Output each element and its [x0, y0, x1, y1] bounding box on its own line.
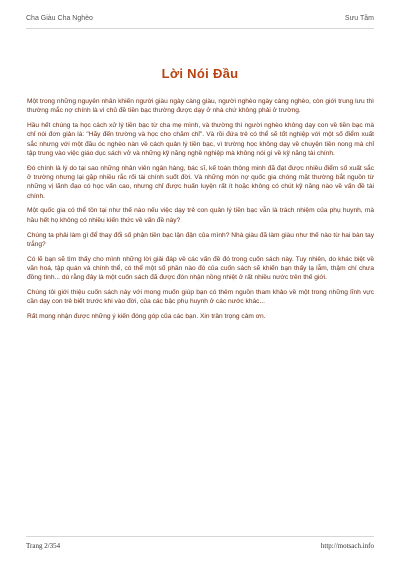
running-header [26, 15, 374, 22]
running-footer [26, 542, 374, 550]
paragraph: Một quốc gia có thể tồn tại như thế nào nếu việc dạy trẻ con quản lý tiền bạc vẫn là trách nhiệm của phụ huynh, mà hầu hết họ không có nhiều kiến thức về vấn đề này? [27, 207, 374, 224]
header-book-title: Cha Giàu Cha Nghèo [26, 15, 93, 22]
page-title: Lời Nói Đầu [161, 66, 239, 81]
paragraph: Chúng ta phải làm gì để thay đổi số phận tiền bạc lận đận của mình? Nhà giàu đã làm giàu như thế nào từ hai bàn tay trắng? [27, 231, 374, 248]
header-divider [26, 28, 374, 29]
header-source: Sưu Tầm [344, 15, 374, 22]
paragraph: Chúng tôi giới thiệu cuốn sách này với mong muốn giúp bạn có thêm nguồn tham khảo về một trong những lĩnh vực cần dạy con trẻ biết trước khi vào đời, của các bậc phụ huynh ở các nước khác... [27, 289, 374, 306]
paragraph: Rất mong nhận được những ý kiến đóng góp của các bạn. Xin trân trọng cảm ơn. [27, 313, 266, 321]
page-number: Trang 2/354 [26, 542, 61, 550]
paragraph: Đó chính là lý do tại sao những nhân viên ngân hàng, bác sĩ, kế toán thông minh đã đạt được nhiều điểm số xuất sắc ở trường nhưng lại gặp nhiều rắc rối tài chính suốt đời. Và những món nợ quốc gia chóng mặt thường bắt nguồn từ những vị lãnh đạo có học vấn cao, nhưng chỉ được huấn luyện rất ít hoặc không có chút kỹ năng nào về vấn đề tài chính. [27, 164, 374, 200]
paragraph: Hầu hết chúng ta học cách xử lý tiền bạc từ cha mẹ mình, và thường thì người nghèo không dạy con về tiền bạc mà chỉ nói đơn giản là: "Hãy đến trường và học cho chăm chỉ". Và rồi đứa trẻ có thể sẽ tốt nghiệp với một số điểm xuất sắc nhưng với một đầu óc nghèo nàn về cách quản lý tiền bạc, vì trường học không dạy về chuyện tiền nong mà chỉ tập trung vào việc giáo dục sách vở và những kỹ năng nghề nghiệp mà không nói gì về kỹ năng tài chính. [27, 122, 374, 157]
paragraph: Có lẽ bạn sẽ tìm thấy cho mình những lời giải đáp về các vấn đề đó trong cuốn sách này. Tuy nhiên, do khác biệt về văn hoá, tập quán và chính thể, có thể một số phần nào đó của cuốn sách sẽ khiến bạn thấy lạ lẫm, thậm chí chưa đồng tình... dù rằng đây là một cuốn sách đã được đón nhận nồng nhiệt ở rất nhiều nước trên thế giới. [27, 255, 374, 282]
body-text [27, 97, 374, 327]
footer-divider [26, 536, 374, 537]
source-url[interactable]: http://motsach.info [320, 542, 374, 550]
paragraph: Một trong những nguyên nhân khiến người giàu ngày càng giàu, người nghèo ngày càng nghèo, còn giới trung lưu thì thường mắc nợ chính là vì chủ đề tiền bạc thường được dạy ở nhà chứ không phải ở trường. [27, 98, 374, 115]
